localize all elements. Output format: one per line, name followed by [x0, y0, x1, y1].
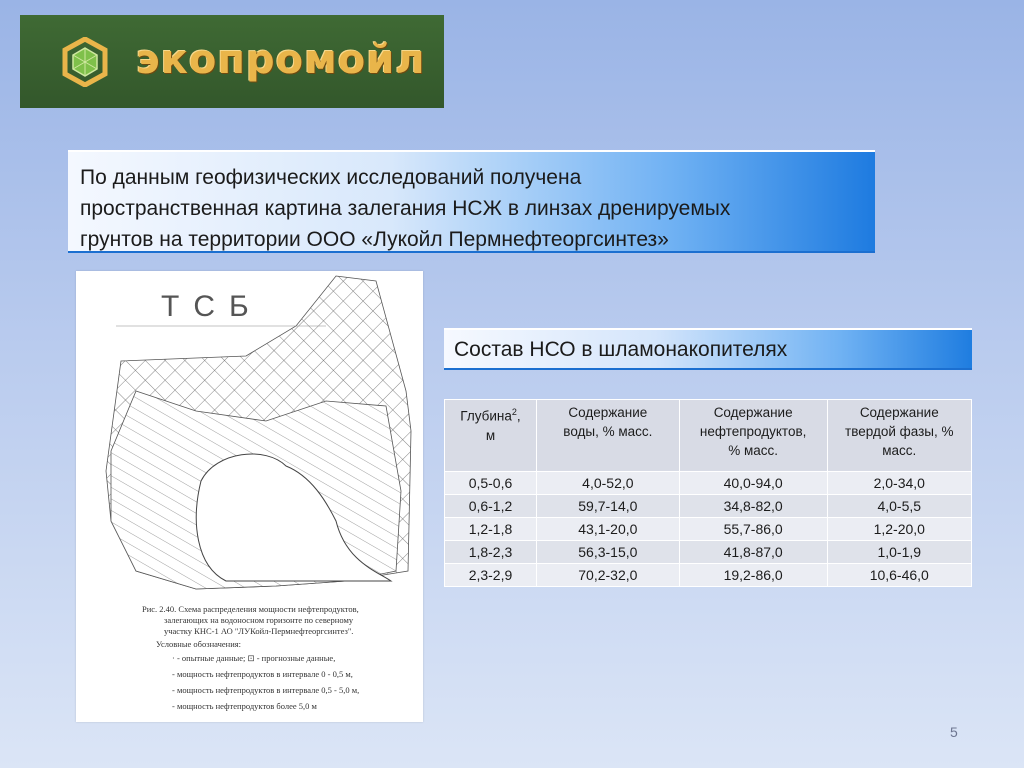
caption-line: Рис. 2.40. Схема распределения мощности нефтепродуктов, — [142, 604, 359, 614]
caption-line: - мощность нефтепродуктов более 5,0 м — [172, 701, 317, 711]
table-title-box — [444, 328, 972, 370]
slide-title-box — [68, 150, 875, 253]
logo-wordmark: экопромойл — [136, 37, 426, 83]
caption-line: - мощность нефтепродуктов в интервале 0 - 0,5 м, — [172, 669, 353, 679]
caption-line: Условные обозначения: — [156, 639, 242, 649]
table-cell: 1,2-1,8 — [445, 518, 537, 541]
table-cell: 4,0-52,0 — [536, 472, 679, 495]
table-row — [445, 518, 972, 541]
company-logo — [20, 15, 444, 108]
table-cell: 4,0-5,5 — [827, 495, 971, 518]
table-cell: 41,8-87,0 — [679, 541, 827, 564]
table-cell: 70,2-32,0 — [536, 564, 679, 587]
header-water: Содержание воды, % масс. — [536, 400, 679, 472]
table-cell: 56,3-15,0 — [536, 541, 679, 564]
table-cell: 59,7-14,0 — [536, 495, 679, 518]
caption-line: залегающих на водоносном горизонте по северному — [164, 615, 354, 625]
table-cell: 0,5-0,6 — [445, 472, 537, 495]
caption-line: · - опытные данные; ⊡ - прогнозные данные, — [172, 653, 336, 663]
title-line: грунтов на территории ООО «Лукойл Пермнефтеоргсинтез» — [80, 228, 669, 251]
title-line: По данным геофизических исследований получена — [80, 166, 582, 189]
table-cell: 34,8-82,0 — [679, 495, 827, 518]
table-cell: 1,0-1,9 — [827, 541, 971, 564]
table-cell: 55,7-86,0 — [679, 518, 827, 541]
header-depth: Глубина$^2$, м — [445, 400, 537, 472]
table-row — [445, 564, 972, 587]
table-cell: 1,8-2,3 — [445, 541, 537, 564]
table-cell: 43,1-20,0 — [536, 518, 679, 541]
table-row — [445, 541, 972, 564]
caption-line: - мощность нефтепродуктов в интервале 0,5 - 5,0 м, — [172, 685, 360, 695]
caption-line: участку КНС-1 АО "ЛУКойл-Пермнефтеоргсинтез". — [164, 626, 354, 636]
header-oil-products: Содержание нефтепродуктов, % масс. — [679, 400, 827, 472]
table-cell: 2,0-34,0 — [827, 472, 971, 495]
table-cell: 0,6-1,2 — [445, 495, 537, 518]
title-line: пространственная картина залегания НСЖ в линзах дренируемых — [80, 197, 731, 220]
table-cell: 19,2-86,0 — [679, 564, 827, 587]
table-title: Состав НСО в шламонакопителях — [454, 338, 788, 361]
table-cell: 1,2-20,0 — [827, 518, 971, 541]
table-cell: 40,0-94,0 — [679, 472, 827, 495]
table-row — [445, 472, 972, 495]
table-row — [445, 495, 972, 518]
table-cell: 2,3-2,9 — [445, 564, 537, 587]
hexagon-logo-icon — [62, 37, 108, 87]
scheme-label: ТСБ — [161, 290, 263, 323]
distribution-scheme-figure — [76, 271, 423, 722]
header-solid-phase: Содержание твердой фазы, % масс. — [827, 400, 971, 472]
page-number: 5 — [950, 724, 958, 740]
composition-table — [444, 399, 972, 587]
table-cell: 10,6-46,0 — [827, 564, 971, 587]
table-header-row — [445, 400, 972, 472]
